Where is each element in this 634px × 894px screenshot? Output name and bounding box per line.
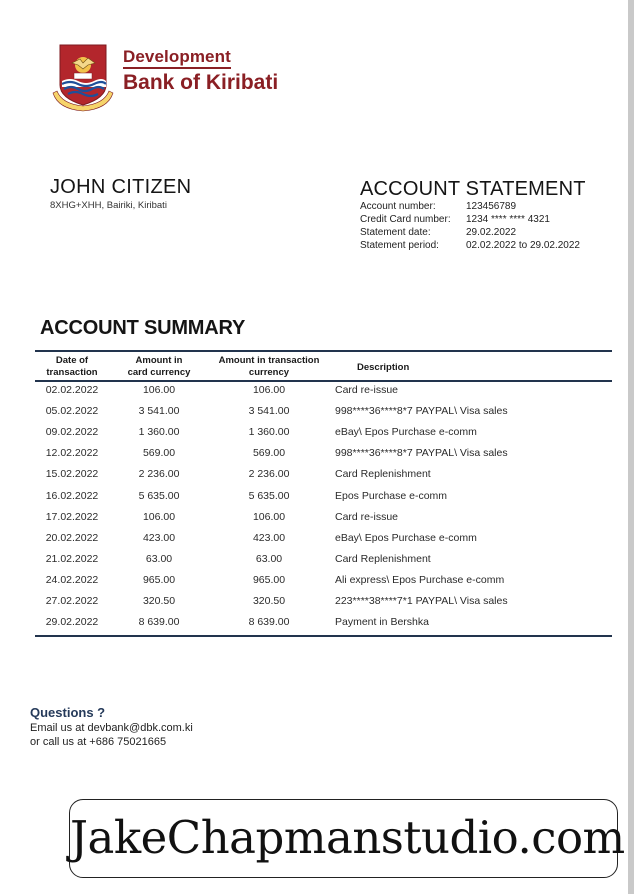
cell-transaction-amount: 320.50: [252, 595, 286, 607]
cell-description: eBay\ Epos Purchase e-comm: [335, 531, 477, 544]
cell-date: 24.02.2022: [45, 573, 99, 586]
cell-date: 12.02.2022: [45, 447, 99, 460]
cell-description: Card Replenishment: [335, 468, 431, 481]
meta-label: Credit Card number:: [360, 214, 451, 225]
header-trans-line1: Amount in transaction: [218, 355, 320, 366]
bank-name-line2: Bank of Kiribati: [123, 71, 279, 94]
meta-value: 02.02.2022 to 29.02.2022: [466, 240, 580, 251]
cell-date: 15.02.2022: [45, 468, 99, 481]
cell-transaction-amount: 569.00: [252, 447, 286, 460]
cell-date: 29.02.2022: [45, 616, 99, 629]
cell-transaction-amount: 106.00: [252, 510, 286, 523]
header-card-amount: [119, 355, 199, 379]
cell-card-amount: 106.00: [142, 384, 176, 396]
cell-transaction-amount: 5 635.00: [248, 489, 290, 502]
cell-date: 02.02.2022: [45, 384, 99, 396]
table-row: [35, 570, 612, 591]
page-edge-rule: [628, 0, 634, 894]
table-row: [35, 486, 612, 507]
watermark-box: [69, 799, 625, 878]
cell-description: Card re-issue: [335, 510, 399, 523]
cell-card-amount: 63.00: [145, 552, 173, 565]
cell-transaction-amount: 2 236.00: [248, 468, 290, 481]
contact-phone-line: or call us at +686 75021665: [30, 736, 167, 748]
table-top-rule: [35, 350, 612, 352]
customer-address: 8XHG+XHH, Bairiki, Kiribati: [50, 200, 167, 211]
cell-transaction-amount: 63.00: [255, 552, 283, 565]
meta-row-statement-period: [360, 239, 610, 252]
cell-transaction-amount: 423.00: [252, 531, 286, 544]
statement-title: ACCOUNT STATEMENT: [360, 178, 586, 200]
header-card-line1: Amount in: [135, 355, 183, 366]
bank-name-line1: Development: [123, 48, 231, 69]
cell-card-amount: 569.00: [142, 447, 176, 460]
cell-description: Payment in Bershka: [335, 616, 429, 629]
cell-card-amount: 1 360.00: [138, 426, 180, 439]
cell-date: 16.02.2022: [45, 489, 99, 502]
cell-transaction-amount: 106.00: [252, 384, 286, 396]
header-description: Description: [357, 362, 410, 373]
table-row: [35, 443, 612, 464]
contact-email-line: Email us at devbank@dbk.com.ki: [30, 722, 193, 734]
cell-description: eBay\ Epos Purchase e-comm: [335, 426, 477, 439]
cell-description: 998****36****8*7 PAYPAL\ Visa sales: [335, 405, 508, 418]
meta-value: 1234 **** **** 4321: [466, 214, 550, 225]
header-date-line2: transaction: [46, 367, 98, 378]
header-card-line2: card currency: [127, 367, 191, 378]
cell-card-amount: 106.00: [142, 510, 176, 523]
cell-card-amount: 5 635.00: [138, 489, 180, 502]
meta-row-account-number: [360, 200, 610, 213]
table-row: [35, 401, 612, 422]
cell-card-amount: 8 639.00: [138, 616, 180, 629]
table-row: [35, 422, 612, 443]
bank-seal-logo: [50, 43, 116, 113]
table-row: [35, 612, 612, 633]
table-row: [35, 549, 612, 570]
cell-card-amount: 423.00: [142, 531, 176, 544]
table-row: [35, 380, 612, 401]
header-date: [35, 355, 109, 379]
meta-value: 29.02.2022: [466, 227, 517, 238]
table-row: [35, 464, 612, 485]
account-summary-title: ACCOUNT SUMMARY: [40, 317, 246, 339]
cell-date: 27.02.2022: [45, 595, 99, 607]
table-bottom-rule: [35, 635, 612, 637]
table-row: [35, 507, 612, 528]
watermark-text: JakeChapmanstudio.com: [70, 811, 625, 864]
meta-row-card-number: [360, 213, 610, 226]
header-date-line1: Date of: [55, 355, 89, 366]
cell-card-amount: 3 541.00: [138, 405, 180, 418]
cell-card-amount: 320.50: [142, 595, 176, 607]
cell-transaction-amount: 1 360.00: [248, 426, 290, 439]
cell-date: 21.02.2022: [45, 552, 99, 565]
meta-row-statement-date: [360, 226, 610, 239]
cell-date: 05.02.2022: [45, 405, 99, 418]
statement-meta: [360, 200, 610, 252]
header-transaction-amount: [211, 355, 327, 379]
meta-label: Statement date:: [360, 227, 431, 238]
cell-description: Ali express\ Epos Purchase e-comm: [335, 573, 505, 586]
cell-card-amount: 965.00: [142, 573, 176, 586]
meta-label: Account number:: [360, 201, 436, 212]
cell-transaction-amount: 965.00: [252, 573, 286, 586]
cell-card-amount: 2 236.00: [138, 468, 180, 481]
questions-title: Questions ?: [30, 705, 106, 720]
cell-description: 223****38****7*1 PAYPAL\ Visa sales: [335, 595, 508, 607]
header-trans-line2: currency: [248, 367, 290, 378]
cell-date: 17.02.2022: [45, 510, 99, 523]
cell-date: 09.02.2022: [45, 426, 99, 439]
cell-date: 20.02.2022: [45, 531, 99, 544]
customer-name: JOHN CITIZEN: [50, 176, 192, 198]
table-row: [35, 591, 612, 612]
meta-label: Statement period:: [360, 240, 439, 251]
cell-description: 998****36****8*7 PAYPAL\ Visa sales: [335, 447, 508, 460]
bank-name-logo: [123, 48, 278, 93]
cell-description: Card re-issue: [335, 384, 399, 396]
table-row: [35, 528, 612, 549]
meta-value: 123456789: [466, 201, 517, 212]
cell-description: Epos Purchase e-comm: [335, 489, 448, 502]
cell-transaction-amount: 8 639.00: [248, 616, 290, 629]
cell-transaction-amount: 3 541.00: [248, 405, 290, 418]
cell-description: Card Replenishment: [335, 552, 431, 565]
